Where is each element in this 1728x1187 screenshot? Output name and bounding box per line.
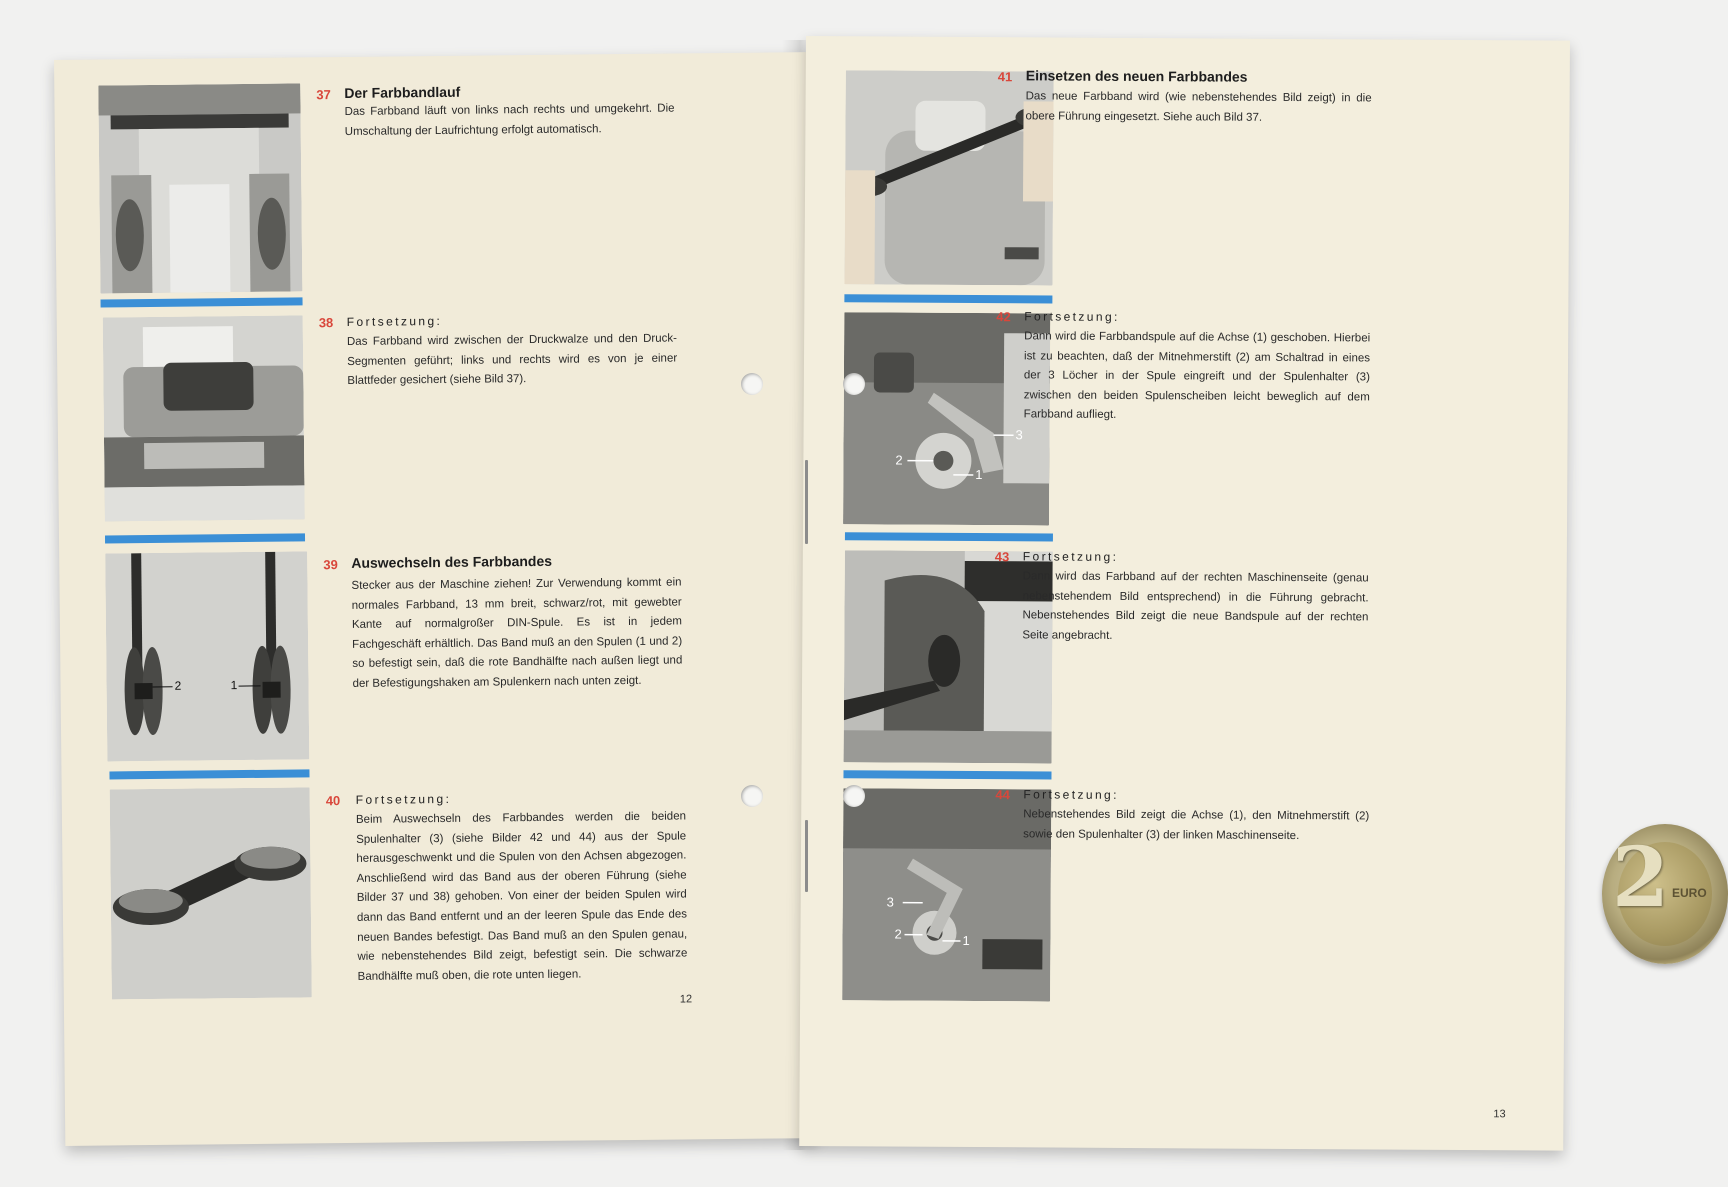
page-number-left: 12	[679, 993, 693, 1006]
photo-callout-1: 1	[975, 467, 983, 483]
section-body-38: Das Farbband wird zwischen der Druckwalze und den Druck-Segmenten geführt; links und rechts wird es von je einer Blattfeder gesichert (siehe Bild 37).	[346, 332, 678, 388]
photo-43-right-side	[844, 550, 1053, 763]
section-body-42: Dann wird die Farbbandspule auf die Achse (1) geschoben. Hierbei ist zu beachten, daß der Mitnehmerstift (2) am Schaltrad in eines der 3 Löcher in der Spule eingreift und der Spulenhalter (3) zwischen den beiden Spulenscheiben leicht beweglich auf dem Farbband aufliegt.	[1023, 330, 1371, 422]
photo-callout-2: 2	[174, 678, 182, 693]
coin-currency: EURO	[1672, 886, 1707, 900]
accent-bar	[105, 533, 305, 543]
photo-callout-3: 3	[1015, 427, 1023, 443]
photo-40-ribbon-spools	[110, 787, 312, 999]
section-body-39: Stecker aus der Maschine ziehen! Zur Verwendung kommt ein normales Farbband, 13 mm breit, schwarz/rot, mit gewebter Kante auf normalgroßer DIN-Spule. Es ist in jedem Fachgeschäft erhältlich. Das Band muß an den Spulen (1 und 2) so befestigt sein, daß die rote Bandhälfte nach außen liegt und der Befestigungshaken am Spulenkern nach unten zeigt.	[351, 576, 683, 690]
photo-37-ribbon-path	[98, 83, 302, 293]
page-number-right: 13	[1493, 1108, 1506, 1121]
section-subheading-42: Fortsetzung:	[1024, 309, 1120, 324]
section-number-40: 40	[325, 793, 341, 809]
accent-bar	[843, 770, 1051, 779]
section-subheading-44: Fortsetzung:	[1023, 787, 1119, 802]
section-body-40: Beim Auswechseln des Farbbandes werden die beiden Spulenhalter (3) (siehe Bilder 42 und 44) aus der Spule herausgeschwenkt und die Spulen von den Achsen abgezogen. Anschließend wird das Band aus der oberen Führung (siehe Bilder 37 und 38) gehoben. Von einer der beiden Spulen wird dann das Band entfernt und an der leeren Spule das Ende des neuen Bandes befestigt. Das Band muß an den Spulen genau, wie nebenstehendes Bild zeigt, befestigt sein. Die schwarze Bandhälfte muß oben, die rote unten liegen.	[355, 810, 688, 983]
left-page	[54, 52, 817, 1146]
coin-denomination: 2	[1612, 830, 1670, 926]
section-body-37: Das Farbband läuft von links nach rechts und umgekehrt. Die Umschaltung der Laufrichtung erfolgt automatisch.	[344, 102, 675, 138]
section-number-38: 38	[318, 315, 334, 331]
accent-bar	[101, 297, 303, 307]
staple	[805, 460, 808, 544]
section-number-44: 44	[995, 787, 1010, 803]
section-subheading-40: Fortsetzung:	[355, 791, 452, 807]
photo-callout-3: 3	[886, 894, 894, 910]
right-page	[799, 36, 1570, 1151]
section-body-44: Nebenstehendes Bild zeigt die Achse (1), den Mitnehmerstift (2) sowie den Spulenhalter (3) der linken Maschinenseite.	[1023, 808, 1370, 842]
section-number-42: 42	[996, 309, 1011, 325]
section-body-43: Dann wird das Farbband auf der rechten Maschinenseite (genau nebenstehendem Bild entsprechend) in die Führung gebracht. Nebenstehendes Bild zeigt die neue Bandspule auf der rechten Seite angebracht.	[1022, 570, 1369, 642]
photo-callout-1: 1	[962, 932, 970, 949]
section-body-41: Das neue Farbband wird (wie nebenstehendes Bild zeigt) in die obere Führung eingesetzt. Siehe auch Bild 37.	[1025, 90, 1372, 124]
section-number-39: 39	[323, 557, 338, 573]
section-subheading-38: Fortsetzung:	[346, 313, 443, 329]
section-subheading-43: Fortsetzung:	[1022, 549, 1119, 564]
section-number-43: 43	[994, 549, 1010, 565]
staple	[805, 820, 808, 892]
photo-41-insert-ribbon	[844, 70, 1053, 285]
punch-hole	[741, 373, 763, 395]
euro-coin	[1602, 824, 1728, 964]
photo-42-spool-axle	[843, 312, 1050, 525]
photo-38-platen	[103, 315, 305, 521]
photo-callout-1: 1	[230, 678, 238, 693]
section-number-41: 41	[997, 69, 1013, 85]
photo-callout-2: 2	[895, 452, 903, 468]
section-heading-41: Einsetzen des neuen Farbbandes	[1025, 67, 1248, 85]
punch-hole	[843, 373, 865, 395]
punch-hole	[843, 785, 865, 807]
section-number-37: 37	[316, 87, 331, 103]
section-heading-37: Der Farbbandlauf	[344, 83, 461, 101]
section-heading-39: Auswechseln des Farbbandes	[351, 552, 553, 571]
photo-callout-2: 2	[894, 926, 902, 942]
accent-bar	[845, 532, 1053, 541]
accent-bar	[109, 769, 309, 779]
accent-bar	[844, 294, 1052, 303]
photo-44-left-side	[842, 788, 1051, 1001]
photo-39-spools	[105, 551, 309, 761]
punch-hole	[741, 785, 763, 807]
